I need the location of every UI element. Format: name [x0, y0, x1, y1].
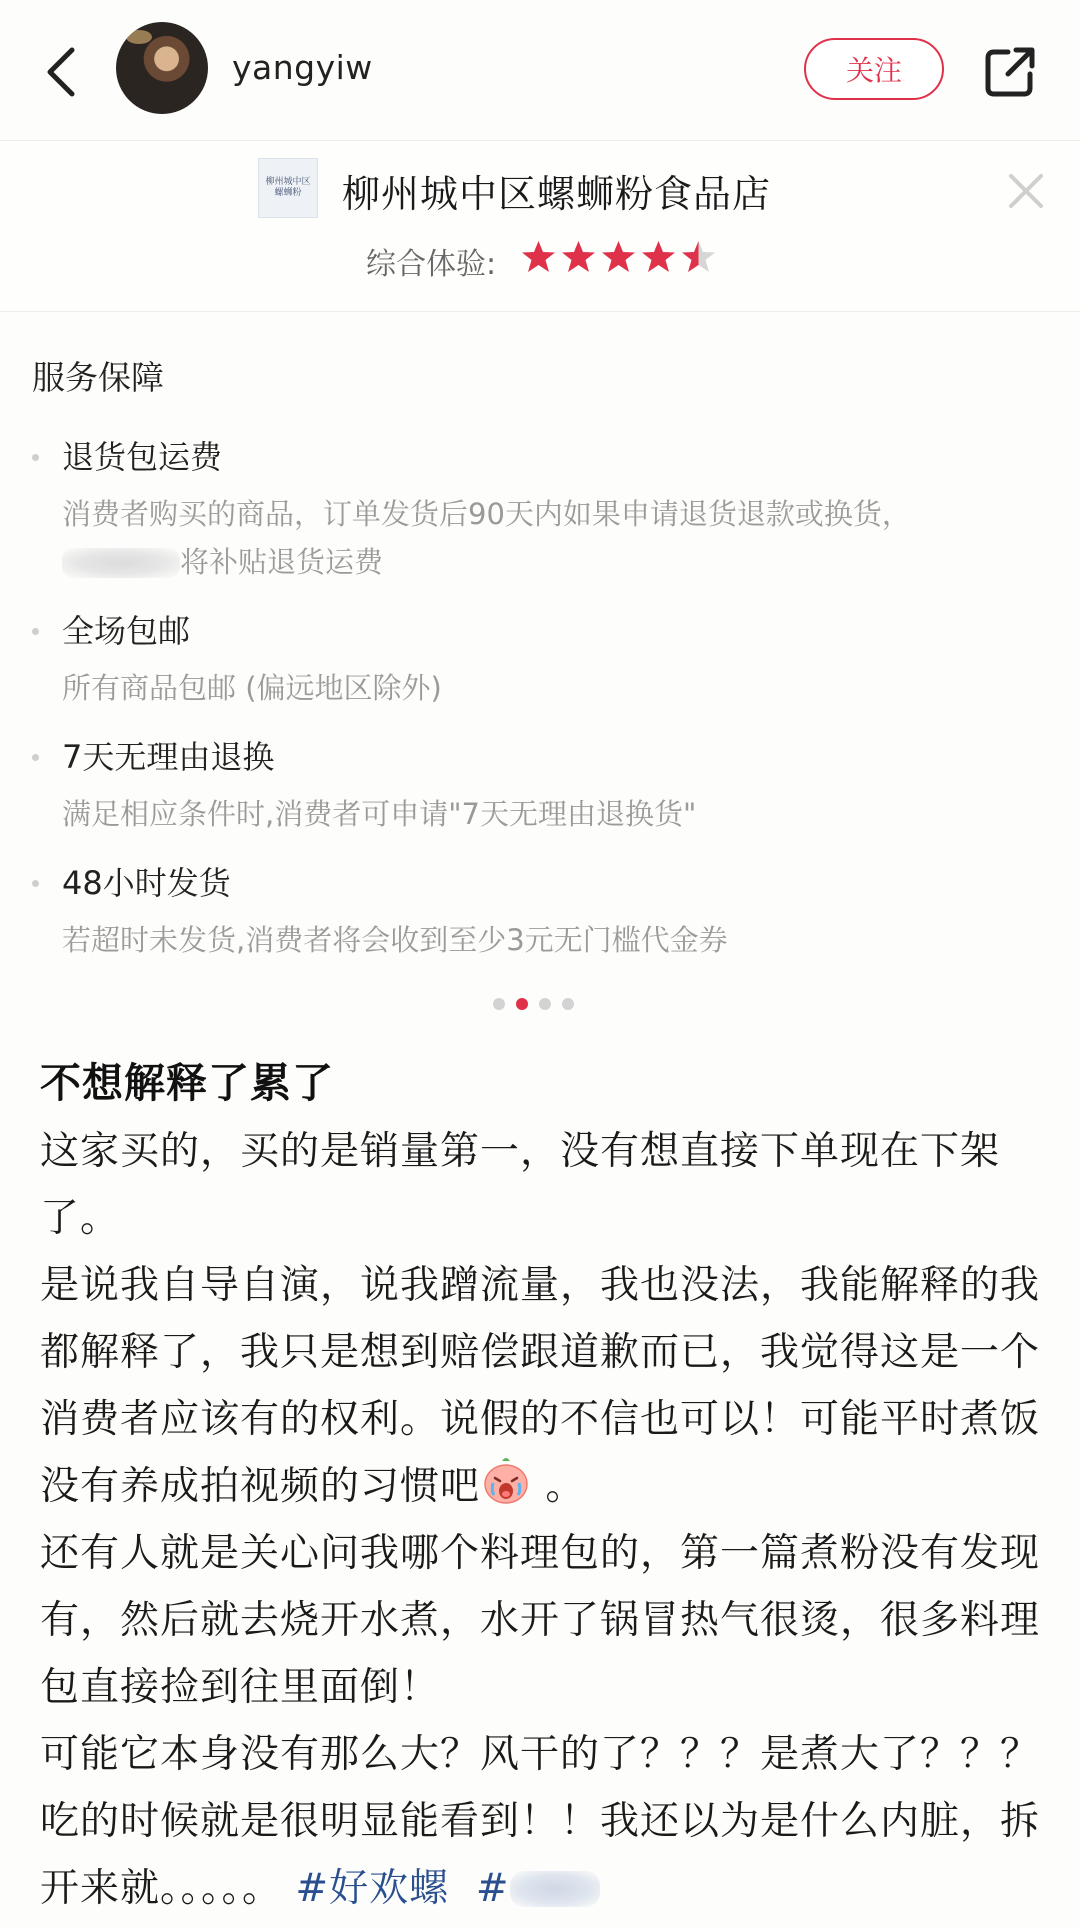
- close-icon[interactable]: [1006, 171, 1046, 211]
- pager-dot[interactable]: [562, 998, 574, 1010]
- services-title: 服务保障: [32, 358, 164, 397]
- post-paragraph: 还有人就是关心问我哪个料理包的，第一篇煮粉没有发现有，然后就去烧开水煮，水开了锅冒热气很烫，很多料理包直接捡到往里面倒！: [40, 1531, 1041, 1710]
- username[interactable]: yangyiw: [232, 48, 373, 87]
- star-icon: [600, 239, 637, 275]
- star-icon: [560, 239, 597, 275]
- service-name: 48小时发货: [62, 864, 231, 902]
- post-title: 不想解释了累了: [40, 1059, 334, 1107]
- star-icon: [520, 239, 557, 275]
- pager-dot[interactable]: [516, 998, 528, 1010]
- bullet-dot: [32, 628, 39, 635]
- post-body: [40, 1118, 1050, 1922]
- hashtag-symbol: #: [475, 1866, 510, 1911]
- post-paragraph: 这家买的，买的是销量第一，没有想直接下单现在下架了。: [40, 1129, 1001, 1241]
- service-desc-text: 消费者购买的商品，订单发货后90天内如果申请退货退款或换货，: [62, 497, 911, 531]
- avatar[interactable]: [116, 22, 208, 114]
- service-desc: 所有商品包邮 (偏远地区除外): [62, 671, 442, 705]
- top-bar: [0, 0, 1080, 140]
- hashtag-link[interactable]: #好欢螺: [295, 1866, 450, 1911]
- bullet-dot: [32, 880, 39, 887]
- rating-stars: [520, 239, 717, 275]
- post-paragraph: [40, 1721, 1050, 1922]
- post-text: 是说我自导自演，说我蹭流量，我也没法，我能解释的我都解释了，我只是想到赔偿跟道歉而已，我觉得这是一个消费者应该有的权利。说假的不信也可以！可能平时煮饭没有养成拍视频的习惯吧: [40, 1263, 1041, 1509]
- post-text-end: 。: [532, 1464, 586, 1509]
- follow-button[interactable]: 关注: [804, 38, 944, 100]
- service-desc: [62, 490, 1012, 586]
- share-icon[interactable]: [982, 44, 1038, 100]
- post-text: 可能它本身没有那么大？风干的了？？？是煮大了？？？吃的时候就是很明显能看到！！我还以为是什么内脏，拆开来就。。。。。: [40, 1732, 1041, 1911]
- service-desc: 若超时未发货,消费者将会收到至少3元无门槛代金券: [62, 923, 728, 957]
- carousel-pager[interactable]: [493, 998, 574, 1010]
- store-logo: 柳州城中区螺蛳粉: [258, 158, 318, 218]
- service-desc-text-end: 将补贴退货运费: [180, 545, 384, 579]
- hashtag-link-blurred[interactable]: [476, 1866, 600, 1911]
- store-name[interactable]: 柳州城中区螺蛳粉食品店: [342, 172, 772, 216]
- service-name: 7天无理由退换: [62, 738, 275, 776]
- bullet-dot: [32, 754, 39, 761]
- crying-face-emoji-icon: [480, 1455, 532, 1507]
- store-card[interactable]: [0, 140, 1080, 312]
- service-desc: 满足相应条件时,消费者可申请"7天无理由退换货": [62, 797, 697, 831]
- service-name: 全场包邮: [62, 612, 191, 650]
- blurred-text: [510, 1871, 600, 1907]
- back-icon[interactable]: [40, 42, 84, 102]
- pager-dot[interactable]: [539, 998, 551, 1010]
- post-paragraph: [40, 1252, 1050, 1520]
- bullet-dot: [32, 454, 39, 461]
- rating-label: 综合体验:: [366, 247, 497, 282]
- star-icon: [680, 239, 717, 275]
- pager-dot[interactable]: [493, 998, 505, 1010]
- blurred-text: [62, 548, 180, 578]
- service-name: 退货包运费: [62, 438, 223, 476]
- star-icon: [640, 239, 677, 275]
